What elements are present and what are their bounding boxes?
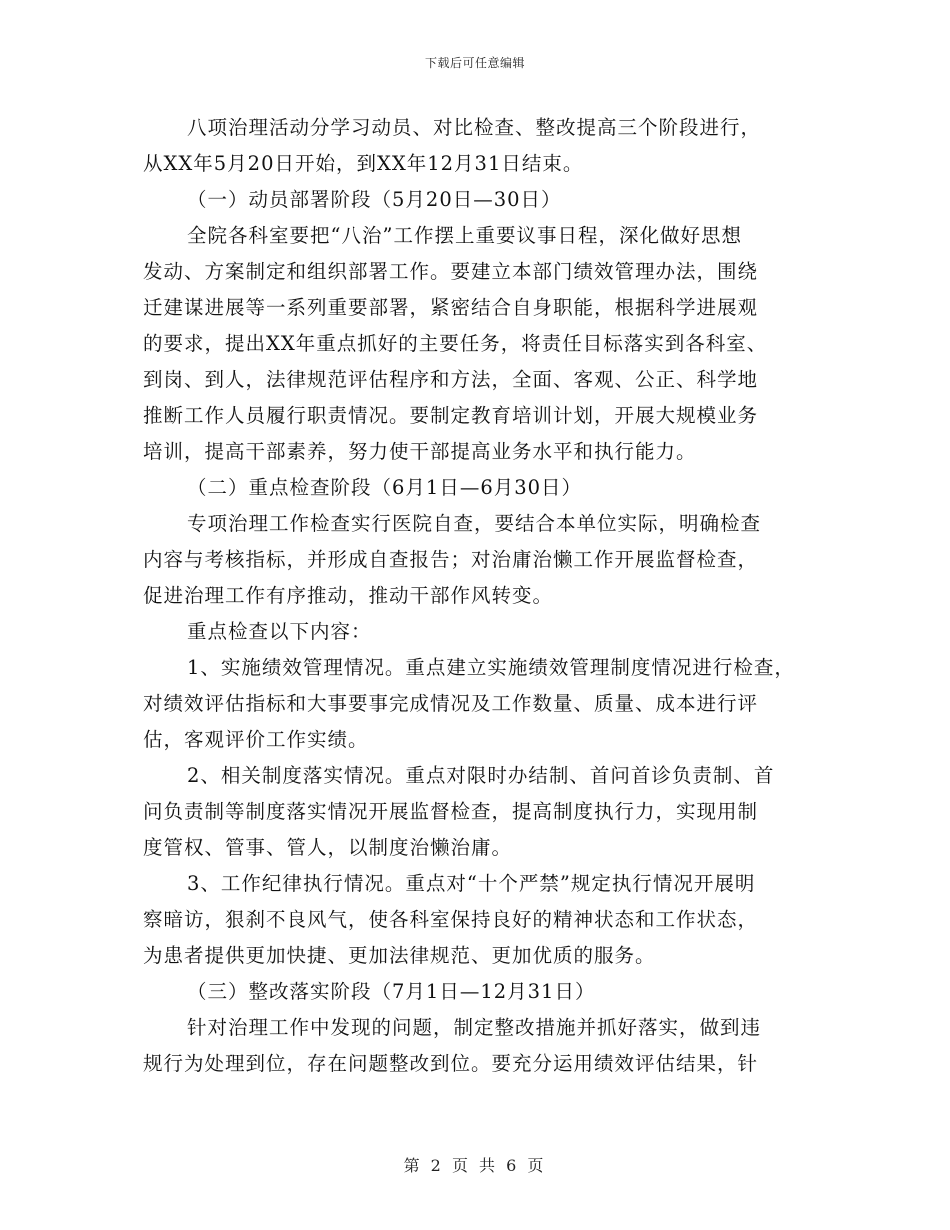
text-line: 估，客观评价工作实绩。 <box>143 728 369 751</box>
text-line: （三）整改落实阶段（7月1日—12月31日） <box>187 980 596 1003</box>
text-line: 问负责制等制度落实情况开展监督检查，提高制度执行力，实现用制 <box>143 800 759 823</box>
text-line: 推断工作人员履行职责情况。要制定教育培训计划，开展大规模业务 <box>143 404 759 427</box>
text-line: （二）重点检查阶段（6月1日—6月30日） <box>187 476 583 499</box>
text-line: 1、实施绩效管理情况。重点建立实施绩效管理制度情况进行检查， <box>187 656 795 679</box>
text-line: 规行为处理到位，存在问题整改到位。要充分运用绩效评估结果，针 <box>143 1052 759 1075</box>
text-line: 发动、方案制定和组织部署工作。要建立本部门绩效管理办法，围绕 <box>143 260 759 283</box>
text-line: 内容与考核指标，并形成自查报告；对治庸治懒工作开展监督检查， <box>143 548 759 571</box>
text-line: 3、工作纪律执行情况。重点对“十个严禁”规定执行情况开展明 <box>187 872 756 895</box>
text-line: （一）动员部署阶段（5月20日—30日） <box>187 188 562 211</box>
text-line: 全院各科室要把“八治”工作摆上重要议事日程，深化做好思想 <box>187 224 742 247</box>
page-footer: 第 2 页 共 6 页 <box>403 1156 547 1175</box>
text-line: 迁建谋进展等一系列重要部署，紧密结合自身职能，根据科学进展观 <box>143 296 759 319</box>
text-line: 对绩效评估指标和大事要事完成情况及工作数量、质量、成本进行评 <box>143 692 759 715</box>
text-line: 到岗、到人，法律规范评估程序和方法，全面、客观、公正、科学地 <box>143 368 759 391</box>
text-line: 从XX年5月20日开始，到XX年12月31日结束。 <box>143 152 584 175</box>
text-line: 度管权、管事、管人，以制度治懒治庸。 <box>143 836 513 859</box>
page-header: 下载后可任意编辑 <box>424 56 525 70</box>
text-line: 2、相关制度落实情况。重点对限时办结制、首问首诊负责制、首 <box>187 764 775 787</box>
text-line: 重点检查以下内容： <box>187 620 372 643</box>
text-line: 培训，提高干部素养，努力使干部提高业务水平和执行能力。 <box>143 440 697 463</box>
text-line: 的要求，提出XX年重点抓好的主要任务，将责任目标落实到各科室、 <box>143 332 768 355</box>
text-line: 八项治理活动分学习动员、对比检查、整改提高三个阶段进行， <box>187 116 762 139</box>
document-body <box>143 110 823 1082</box>
text-line: 察暗访，狠刹不良风气，使各科室保持良好的精神状态和工作状态， <box>143 908 759 931</box>
text-line: 促进治理工作有序推动，推动干部作风转变。 <box>143 584 554 607</box>
text-line: 专项治理工作检查实行医院自查，要结合本单位实际，明确检查 <box>187 512 762 535</box>
text-line: 为患者提供更加快捷、更加法律规范、更加优质的服务。 <box>143 944 656 967</box>
text-line: 针对治理工作中发现的问题，制定整改措施并抓好落实，做到违 <box>187 1016 762 1039</box>
